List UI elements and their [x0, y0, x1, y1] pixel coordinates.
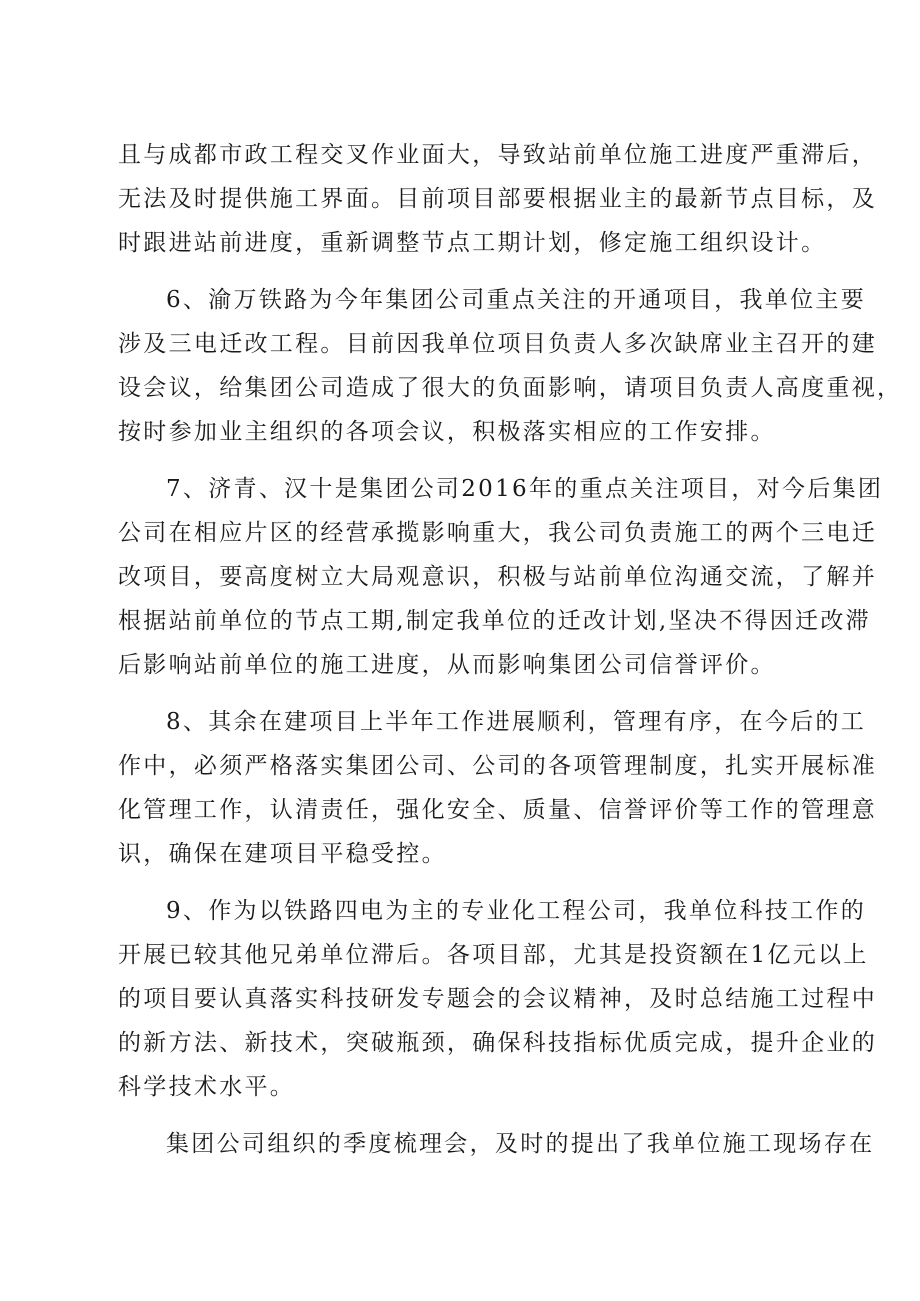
text-line: 时跟进站前进度，重新调整节点工期计划，修定施工组织设计。 — [118, 230, 827, 256]
text-line: 按时参加业主组织的各项会议，积极落实相应的工作安排。 — [118, 419, 776, 445]
paragraph-summary — [118, 1122, 875, 1166]
paragraph-continuation — [118, 133, 877, 265]
text-line: 9、作为以铁路四电为主的专业化工程公司，我单位科技工作的 — [166, 898, 867, 924]
text-line: 的新方法、新技术，突破瓶颈，确保科技指标优质完成，提升企业的 — [118, 1030, 877, 1056]
text-line: 集团公司组织的季度梳理会，及时的提出了我单位施工现场存在 — [166, 1131, 875, 1157]
text-line: 开展已较其他兄弟单位滞后。各项目部，尤其是投资额在1亿元以上 — [118, 942, 869, 968]
paragraph-item-8 — [118, 700, 877, 876]
text-line: 设会议，给集团公司造成了很大的负面影响，请项目负责人高度重视， — [118, 375, 903, 401]
text-line: 后影响站前单位的施工进度，从而影响集团公司信誉评价。 — [118, 652, 776, 678]
text-line: 识，确保在建项目平稳受控。 — [118, 841, 447, 867]
text-line: 的项目要认真落实科技研发专题会的会议精神，及时总结施工过程中 — [118, 986, 877, 1012]
text-line: 化管理工作，认清责任，强化安全、质量、信誉评价等工作的管理意 — [118, 797, 877, 823]
text-line: 科学技术水平。 — [118, 1074, 296, 1100]
paragraph-item-7 — [118, 467, 884, 687]
text-line: 改项目，要高度树立大局观意识，积极与站前单位沟通交流，了解并 — [118, 564, 877, 590]
text-line: 8、其余在建项目上半年工作进展顺利，管理有序，在今后的工 — [166, 709, 867, 735]
text-line: 作中，必须严格落实集团公司、公司的各项管理制度，扎实开展标准 — [118, 753, 877, 779]
text-line: 涉及三电迁改工程。目前因我单位项目负责人多次缺席业主召开的建 — [118, 331, 877, 357]
text-line: 且与成都市政工程交叉作业面大，导致站前单位施工进度严重滞后， — [118, 142, 877, 168]
paragraph-item-9 — [118, 889, 877, 1109]
text-line: 7、济青、汉十是集团公司2016年的重点关注项目，对今后集团 — [166, 476, 884, 502]
document-body — [118, 133, 903, 1166]
text-line: 公司在相应片区的经营承揽影响重大，我公司负责施工的两个三电迁 — [118, 520, 877, 546]
text-line: 根据站前单位的节点工期,制定我单位的迁改计划,坚决不得因迁改滞 — [118, 608, 871, 634]
text-line: 6、渝万铁路为今年集团公司重点关注的开通项目，我单位主要 — [166, 287, 867, 313]
paragraph-item-6 — [118, 278, 903, 454]
text-line: 无法及时提供施工界面。目前项目部要根据业主的最新节点目标，及 — [118, 186, 877, 212]
